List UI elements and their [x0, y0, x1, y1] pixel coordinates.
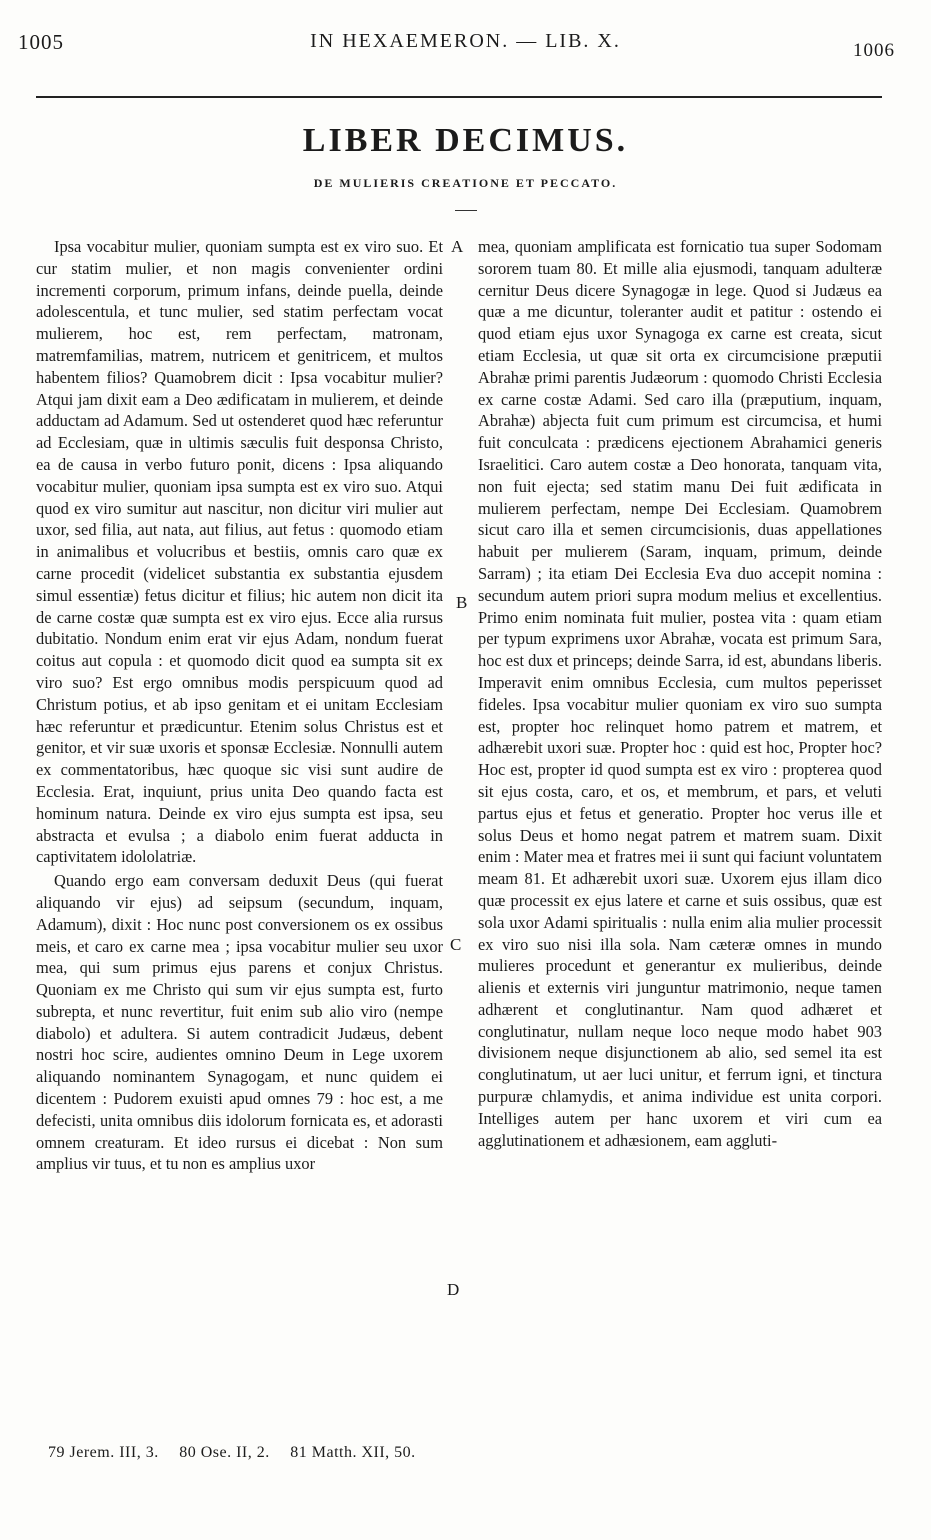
margin-mark-c: C	[450, 935, 462, 954]
paragraph: Ipsa vocabitur mulier, quoniam sumpta est ex viro suo. Et cur statim mulier, et non magis convenienter ordini incrementi corporum, primum infans, deinde puella, deinde adolescentula, et tunc mulier, sed statim perfectam vocat mulierem, hoc est, rem perfectam, matronam, matremfamilias, matrem, nutricem et genitricem, et multos habentem filios? Quamobrem dicit : Ipsa vocabitur mulier? Atqui jam dixit eam a Deo ædificatam in mulierem, et deinde adductam ad Adamum. Sed ut ostenderet quod hæc referuntur ad Ecclesiam, quæ in ultimis sæculis fuit desponsa Christo, ea de causa in verbo futuro ponit, dicens : Ipsa aliquando vocabitur mulier, quoniam ipsa sumpta est ex viro suo. Atqui quod ex viro sumitur aut nascitur, non dicitur viri mulier aut uxor, sed filia, aut nata, aut filius, aut fetus : quomodo etiam in animalibus et volucribus et bestiis, omnis caro quæ ex carne procedit (videlicet substantia ex substantia ejusdem simul essentiæ) fetus dicitur et filius; hic autem non dicit ita de carne costæ quæ sumpta est ex viro ejus. Ecce alia rursus dubitatio. Nondum enim erat vir ejus Adam, nondum fuerat coitus aut copula : et quomodo dicit quod ea sumpta sit ex viro suo? Est ergo omnibus modis perspicuum quod ad Christum potius, et ab ipso genitam et ei unitam Ecclesiam hæc referuntur et prædicuntur. Etenim solus Christus est et genitor, et vir suæ uxoris et sponsæ Ecclesiæ. Nonnulli autem ex commentatoribus, hæc quoque sic visi sunt audire de Ecclesia. Erat, inquiunt, prius unita Deo quando facta est hominum natura. Deinde ex viro ejus sumpta est ipsa, seu abstracta et evulsa ; a diabolo enim fuerat adducta in captivitatem idololatriæ.	[36, 237, 443, 867]
book-title: LIBER DECIMUS.	[302, 122, 629, 159]
footnote: 79 Jerem. III, 3.	[48, 1444, 159, 1461]
header-rule	[36, 96, 882, 98]
footnote: 81 Matth. XII, 50.	[290, 1444, 416, 1461]
footnote: 80 Ose. II, 2.	[179, 1444, 270, 1461]
running-title: IN HEXAEMERON. — LIB. X.	[310, 30, 621, 52]
margin-mark-d: D	[447, 1280, 460, 1299]
title-divider	[455, 210, 477, 211]
right-column	[478, 236, 882, 1151]
paragraph: Quando ergo eam conversam deduxit Deus (qui fuerat aliquando vir ejus) ad seipsum (secundum, inquam, Adamum), dixit : Hoc nunc post conversionem os ex ossibus meis, et caro ex carne mea ; ipsa vocabitur mulier seu uxor mea, qui sum primus ejus parens et conjux Christus. Quoniam ex me Christo qui sum vir ejus sumpta est, furto subrepta, et nunc revertitur, fuit enim sub alio viro (nempe diabolo) et adultera. Si autem contradicit Judæus, debent nostri hoc scire, audientes omnino Deum in Lege uxorem aliquando nominantem Synagogam, et nunc quidem ei dicentem : Pudorem exuisti apud omnes 79 : hoc est, a me defecisti, unita omnibus diis idolorum fornicata es, et adorasti omnem creaturam. Et ideo rursus ei dicebat : Non sum amplius vir tuus, et tu non es amplius uxor	[36, 871, 443, 1174]
book-subtitle: DE MULIERIS CREATIONE ET PECCATO.	[313, 176, 618, 190]
column-number-left: 1005	[18, 30, 64, 54]
margin-mark-b: B	[456, 593, 468, 612]
column-number-right: 1006	[853, 40, 895, 61]
paragraph: mea, quoniam amplificata est fornicatio tua super Sodomam sororem tuam 80. Et mille alia ejusmodi, tanquam adulteræ cernitur Deus dicere Synagogæ in lege. Quod si Judæus ea quæ a me dicuntur, toleranter audit et patitur : ostendo ei quod etiam ejus uxor Synagoga ex carne est creata, sicut etiam Ecclesia, ut quæ sit orta ex circumcisione præputii Abrahæ primi parentis Judæorum : quomodo Christi Ecclesia ex carne costæ Adami. Sed caro illa (præputium, inquam, Abrahæ) abjecta fuit cum primum est circumcisa, et humi fuit conculcata : prædicens ejectionem Abrahamici generis Israelitici. Caro autem costæ a Deo honorata, tanquam vita, non fuit ejecta; sed statim manu Dei fuit ædificata in mulierem perfectam, nempe Dei Ecclesiam. Quamobrem sicut caro illa et semen circumcisionis, duas appellationes habuit per mulierem (Saram, inquam, primum, deinde Sarram) ; ita etiam Dei Ecclesia Eva duo accepit nomina : secundum autem priori supra modum melius et excellentius. Primo enim nominata fuit mulier, postea vita : quam etiam per typum exprimens uxor Abrahæ, vocata est primum Sara, hoc est dux et princeps; deinde Sarra, id est, abundans liberis. Imperavit enim omnibus Ecclesia, cum multos peperisset fideles. Ipsa vocabitur mulier quoniam ex viro suo sumpta est, propter hoc relinquet homo patrem et matrem, et adhærebit uxori suæ. Propter hoc : quid est hoc, Propter hoc? Hoc est, propter id quod sumpta est ex viro : propterea quod sit ejus costa, caro, et os, et membrum, et pars, et veluti partus ejus et fetus et generatio. Propter hoc verus ille et solus Deus et homo negat patrem et matrem suam. Dixit enim : Mater mea et fratres mei ii sunt qui faciunt voluntatem meam 81. Et adhærebit uxori suæ. Uxorem ejus illam dico quæ processit ex ejus latere et carne et suis ossibus, quæ est sola uxor Adami spiritualis : nulla enim alia mulier processit ex viro suo nisi illa sola. Nam cæteræ omnes in mundo mulieres procedunt et generantur ex mulieribus, deinde alienis et externis viri junguntur matrimonio, neque tamen adhærent et conglutinantur. Nam quod adhæret et conglutinatur, nullam neque loco neque modo habet 903 divisionem neque disjunctionem ab alio, sed semel ita est conglutinatum, ut aer luci unitur, et ferrum igni, et tinctura purpuræ chlamydis, et anima individue est unita corpori. Intelliges autem per hanc uxorem et viri cum ea agglutinationem et adhæsionem, eam aggluti-	[478, 237, 882, 1150]
footnotes	[48, 1444, 432, 1462]
margin-mark-a: A	[451, 237, 464, 256]
left-column	[36, 236, 443, 1175]
